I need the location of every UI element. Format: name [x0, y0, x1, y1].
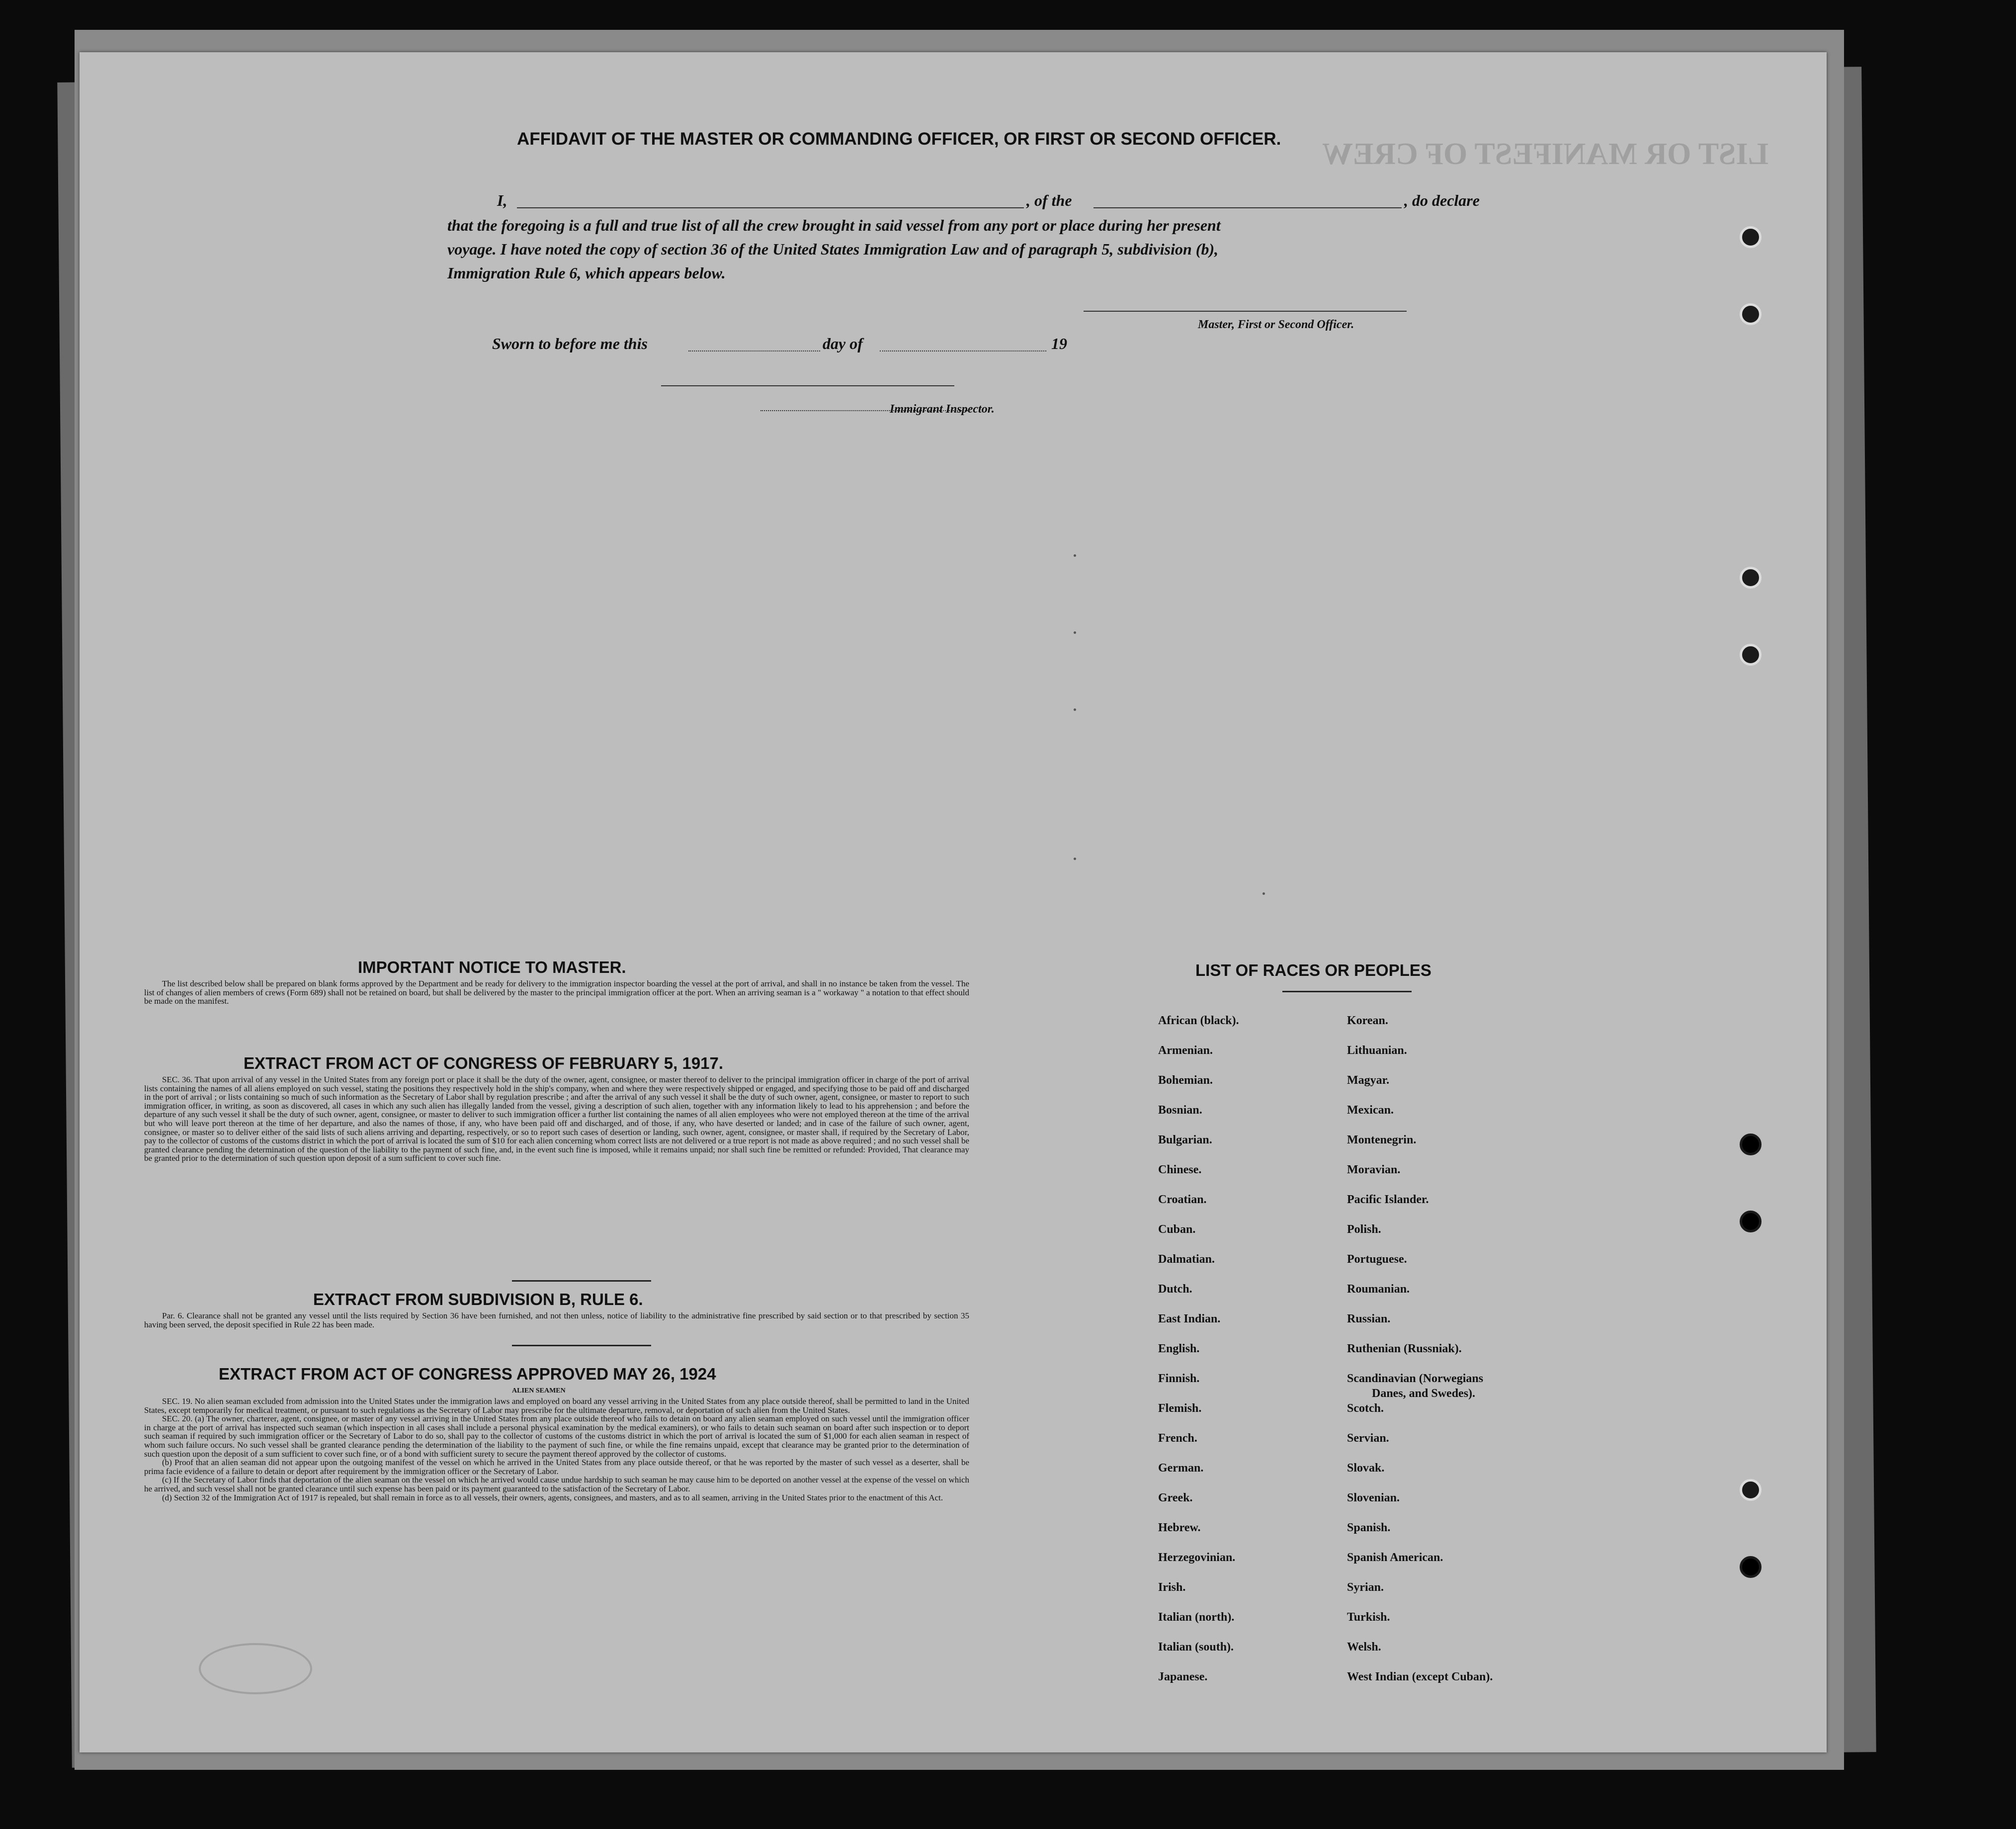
race-left-12: English. — [1158, 1342, 1200, 1355]
sworn-month-line[interactable] — [880, 350, 1046, 351]
affidavit-i: I, — [497, 191, 507, 209]
punch-hole-icon — [1740, 1556, 1762, 1578]
extract-rule6-heading: EXTRACT FROM SUBDIVISION B, RULE 6. — [313, 1290, 643, 1308]
section-divider — [512, 1345, 651, 1346]
alien-seamen-subheading: ALIEN SEAMEN — [512, 1387, 566, 1394]
race-left-11: East Indian. — [1158, 1312, 1221, 1325]
stray-mark — [1262, 892, 1265, 895]
notice-paragraph: The list described below shall be prepared on blank forms approved by the Department and be ready for delivery to the immigration inspector boarding the vessel at the port of arrival, and shall in no instance be taken from the vessel. The list of changes of alien members of crews (Form 689) shall not be retained on board, but shall be delivered by the master to the principal immigration officer at the port. When an arriving seaman is a " workaway " a notation to that effect should be made on the manifest. — [144, 979, 969, 1006]
races-heading: LIST OF RACES OR PEOPLES — [1195, 961, 1431, 979]
name-blank-line[interactable] — [517, 207, 1024, 208]
punch-hole-icon — [1740, 1211, 1762, 1232]
race-left-21: Italian (north). — [1158, 1611, 1235, 1624]
affidavit-declare: , do declare — [1404, 191, 1480, 209]
punch-hole-icon — [1740, 567, 1762, 589]
sec20d-paragraph: (d) Section 32 of the Immigration Act of 1917 is repealed, but shall remain in force as to all vessels, their owners, agents, consignees, and masters, and as to all seamen, arriving in the United States prior to the enactment of this Act. — [162, 1492, 943, 1502]
sworn-text: Sworn to before me this — [492, 335, 648, 352]
race-right-8: Polish. — [1347, 1223, 1381, 1236]
affidavit-heading: AFFIDAVIT OF THE MASTER OR COMMANDING OFFICER, OR FIRST OR SECOND OFFICER. — [517, 129, 1281, 149]
extract-1917-text — [144, 1075, 969, 1163]
section-divider — [512, 1280, 651, 1282]
vessel-blank-line[interactable] — [1093, 207, 1402, 208]
affidavit-of-the: , of the — [1026, 191, 1072, 209]
race-right-4: Mexican. — [1347, 1104, 1394, 1117]
race-right-7: Pacific Islander. — [1347, 1193, 1429, 1206]
race-right-17: Slovak. — [1347, 1462, 1385, 1475]
race-left-20: Irish. — [1158, 1581, 1186, 1594]
affidavit-line2: that the foregoing is a full and true list of all the crew brought in said vessel from any port or place during her present — [447, 216, 1221, 234]
race-left-17: Greek. — [1158, 1491, 1193, 1504]
sec36-paragraph: SEC. 36. That upon arrival of any vessel in the United States from any foreign port or place it shall be the duty of the owner, agent, consignee, or master thereof to deliver to the principal immigration officer in charge of the port of arrival lists containing the names of all aliens employed on such vessel, stating the positions they respectively hold in the ship's company, when and where they were respectively shipped or engaged, and specifying those to be paid off and discharged in the port of arrival ; or lists containing so much of such information as the Secretary of Labor shall by regulation prescribe ; and after the arrival of any such vessel it shall be the duty of such owner, agent, consignee, or master to report to such immigration officer, in writing, as soon as discovered, all cases in which any such alien has illegally landed from the vessel, giving a description of such alien, together with any information likely to lead to his apprehension ; and before the departure of any such vessel it shall be the duty of such owner, agent, consignee, or master to deliver to such immigration officer a further list containing the names of all alien employees who were not employed thereon at the time of the arrival but who will leave port thereon at the time of her departure, and also the names of those, if any, who have been paid off and discharged, and of those, if any, who have deserted or landed; and in case of the failure of such owner, agent, consignee, or master so to deliver either of the said lists of such aliens arriving and departing, respectively, or so to report such cases of desertion or landing, such owner, agent, consignee, or master shall, if required by the Secretary of Labor, pay to the collector of customs of the customs district in which the port of arrival is located the sum of $10 for each alien concerning whom correct lists are not delivered or a true report is not made as above required ; and no such vessel shall be granted clearance pending the determination of the question of the liability to the payment of such fine, and, in the event such fine is imposed, while it remains unpaid; nor shall such fine be remitted or refunded: Provided, That clearance may be granted prior to the determination of such question upon deposit of a sum sufficient to cover such fine. — [144, 1075, 969, 1163]
document-page — [80, 52, 1827, 1752]
inspector-label: Immigrant Inspector. — [890, 403, 995, 416]
race-left-9: Dalmatian. — [1158, 1253, 1215, 1266]
race-left-15: French. — [1158, 1432, 1197, 1445]
race-right-18: Slovenian. — [1347, 1491, 1400, 1504]
extract-1924-text — [144, 1397, 969, 1502]
race-right-13: Scandinavian (Norwegians — [1347, 1372, 1484, 1385]
master-label: Master, First or Second Officer. — [1198, 318, 1354, 331]
race-right-12: Ruthenian (Russniak). — [1347, 1342, 1462, 1355]
race-right-24: West Indian (except Cuban). — [1347, 1670, 1493, 1683]
affidavit-line4: Immigration Rule 6, which appears below. — [447, 264, 726, 282]
race-left-22: Italian (south). — [1158, 1641, 1234, 1654]
race-right-22: Turkish. — [1347, 1611, 1390, 1624]
race-right-14: Danes, and Swedes). — [1372, 1387, 1476, 1400]
race-left-2: Armenian. — [1158, 1044, 1213, 1057]
race-right-16: Servian. — [1347, 1432, 1389, 1445]
stray-mark — [1074, 858, 1076, 860]
race-right-5: Montenegrin. — [1347, 1133, 1417, 1146]
punch-hole-icon — [1740, 226, 1762, 248]
race-left-16: German. — [1158, 1462, 1204, 1475]
race-left-10: Dutch. — [1158, 1283, 1192, 1296]
punch-hole-icon — [1740, 1133, 1762, 1155]
race-right-10: Roumanian. — [1347, 1283, 1410, 1296]
received-stamp — [199, 1643, 312, 1694]
affidavit-line3: voyage. I have noted the copy of section 36 of the United States Immigration Law and of paragraph 5, subdivision (b), — [447, 240, 1219, 258]
race-right-9: Portuguese. — [1347, 1253, 1407, 1266]
stray-mark — [1074, 554, 1076, 557]
race-right-6: Moravian. — [1347, 1163, 1401, 1176]
extract-1924-heading: EXTRACT FROM ACT OF CONGRESS APPROVED MAY 26, 1924 — [219, 1365, 716, 1383]
punch-hole-icon — [1740, 1479, 1762, 1501]
sec20a-paragraph: SEC. 20. (a) The owner, charterer, agent, consignee, or master of any vessel arriving in the United States from any place outside thereof who fails to detain on board any alien seaman employed on such vessel until the immigration officer in charge at the port of arrival has inspected such seaman (which inspection in all cases shall include a personal physical examination by the medical examiners), or who fails to detain such seaman on board after such inspection or to deport such seaman if required by such immigration officer or the Secretary of Labor to do so, shall pay to the collector of customs of the customs district in which the port of arrival is located the sum of $1,000 for each alien seaman in respect of whom such failure occurs. No such vessel shall be granted clearance pending the determination of the liability to the payment of such fine, or while the fine remains unpaid, except that clearance may be granted prior to the determination of such question upon the deposit of a sum sufficient to cover such fine, or of a bond with sufficient surety to secure the payment thereof approved by the collector of customs. — [144, 1414, 969, 1459]
race-left-23: Japanese. — [1158, 1670, 1208, 1683]
race-left-3: Bohemian. — [1158, 1074, 1213, 1087]
race-left-8: Cuban. — [1158, 1223, 1196, 1236]
notice-heading: IMPORTANT NOTICE TO MASTER. — [358, 958, 626, 976]
race-right-1: Korean. — [1347, 1014, 1388, 1027]
race-right-2: Lithuanian. — [1347, 1044, 1407, 1057]
extract-rule6-text — [144, 1311, 969, 1329]
race-left-4: Bosnian. — [1158, 1104, 1202, 1117]
bleed-through-header: LIST OR MANIFEST OF CREW — [1322, 137, 1769, 171]
race-right-3: Magyar. — [1347, 1074, 1390, 1087]
master-signature-line[interactable] — [1084, 311, 1407, 312]
stray-mark — [1074, 708, 1076, 711]
day-of-text: day of — [823, 335, 863, 352]
rule6-paragraph: Par. 6. Clearance shall not be granted any vessel until the lists required by Section 36 have been furnished, and not then unless, notice of liability to the administrative fine prescribed by said section or to that prescribed by section 35 having been served, the deposit specified in Rule 22 has been made. — [144, 1311, 969, 1329]
race-left-19: Herzegovinian. — [1158, 1551, 1236, 1564]
inspector-signature-line[interactable] — [661, 385, 954, 386]
race-right-15: Scotch. — [1347, 1402, 1384, 1415]
race-left-14: Flemish. — [1158, 1402, 1202, 1415]
race-right-21: Syrian. — [1347, 1581, 1384, 1594]
punch-hole-icon — [1740, 303, 1762, 325]
sec20c-paragraph: (c) If the Secretary of Labor finds that deportation of the alien seaman on the vessel on which he arrived would cause undue hardship to such seaman he may cause him to be deported on another vessel at the expense of the vessel on which he arrived, and such vessel shall not be granted clearance until such expense has been paid or its payment guaranteed to the satisfaction of the Secretary of Labor. — [144, 1475, 969, 1493]
race-right-19: Spanish. — [1347, 1521, 1391, 1534]
race-left-7: Croatian. — [1158, 1193, 1207, 1206]
notice-text — [144, 979, 969, 1006]
stray-mark — [1074, 631, 1076, 634]
race-left-13: Finnish. — [1158, 1372, 1200, 1385]
sec20b-paragraph: (b) Proof that an alien seaman did not appear upon the outgoing manifest of the vessel on which he arrived in the United States from any place outside thereof, or that he was reported by the master of such vessel as a deserter, shall be prima facie evidence of a failure to detain or deport after requirement by the immigration officer or the Secretary of Labor. — [144, 1458, 969, 1476]
sworn-day-line[interactable] — [688, 350, 820, 351]
extract-1917-heading: EXTRACT FROM ACT OF CONGRESS OF FEBRUARY 5, 1917. — [244, 1054, 724, 1072]
year-text: 19 — [1051, 335, 1067, 352]
race-right-23: Welsh. — [1347, 1641, 1381, 1654]
race-left-6: Chinese. — [1158, 1163, 1202, 1176]
race-right-11: Russian. — [1347, 1312, 1391, 1325]
sec19-paragraph: SEC. 19. No alien seaman excluded from admission into the United States under the immigration laws and employed on board any vessel arriving in the United States from any place outside thereof, shall be permitted to land in the United States, except temporarily for medical treatment, or pursuant to such regulations as the Secretary of Labor may prescribe for the ultimate departure, removal, or deportation of such alien from the United States. — [144, 1396, 969, 1415]
race-left-5: Bulgarian. — [1158, 1133, 1212, 1146]
punch-hole-icon — [1740, 644, 1762, 666]
race-right-20: Spanish American. — [1347, 1551, 1443, 1564]
race-left-18: Hebrew. — [1158, 1521, 1201, 1534]
races-heading-rule — [1282, 991, 1412, 992]
race-left-1: African (black). — [1158, 1014, 1239, 1027]
